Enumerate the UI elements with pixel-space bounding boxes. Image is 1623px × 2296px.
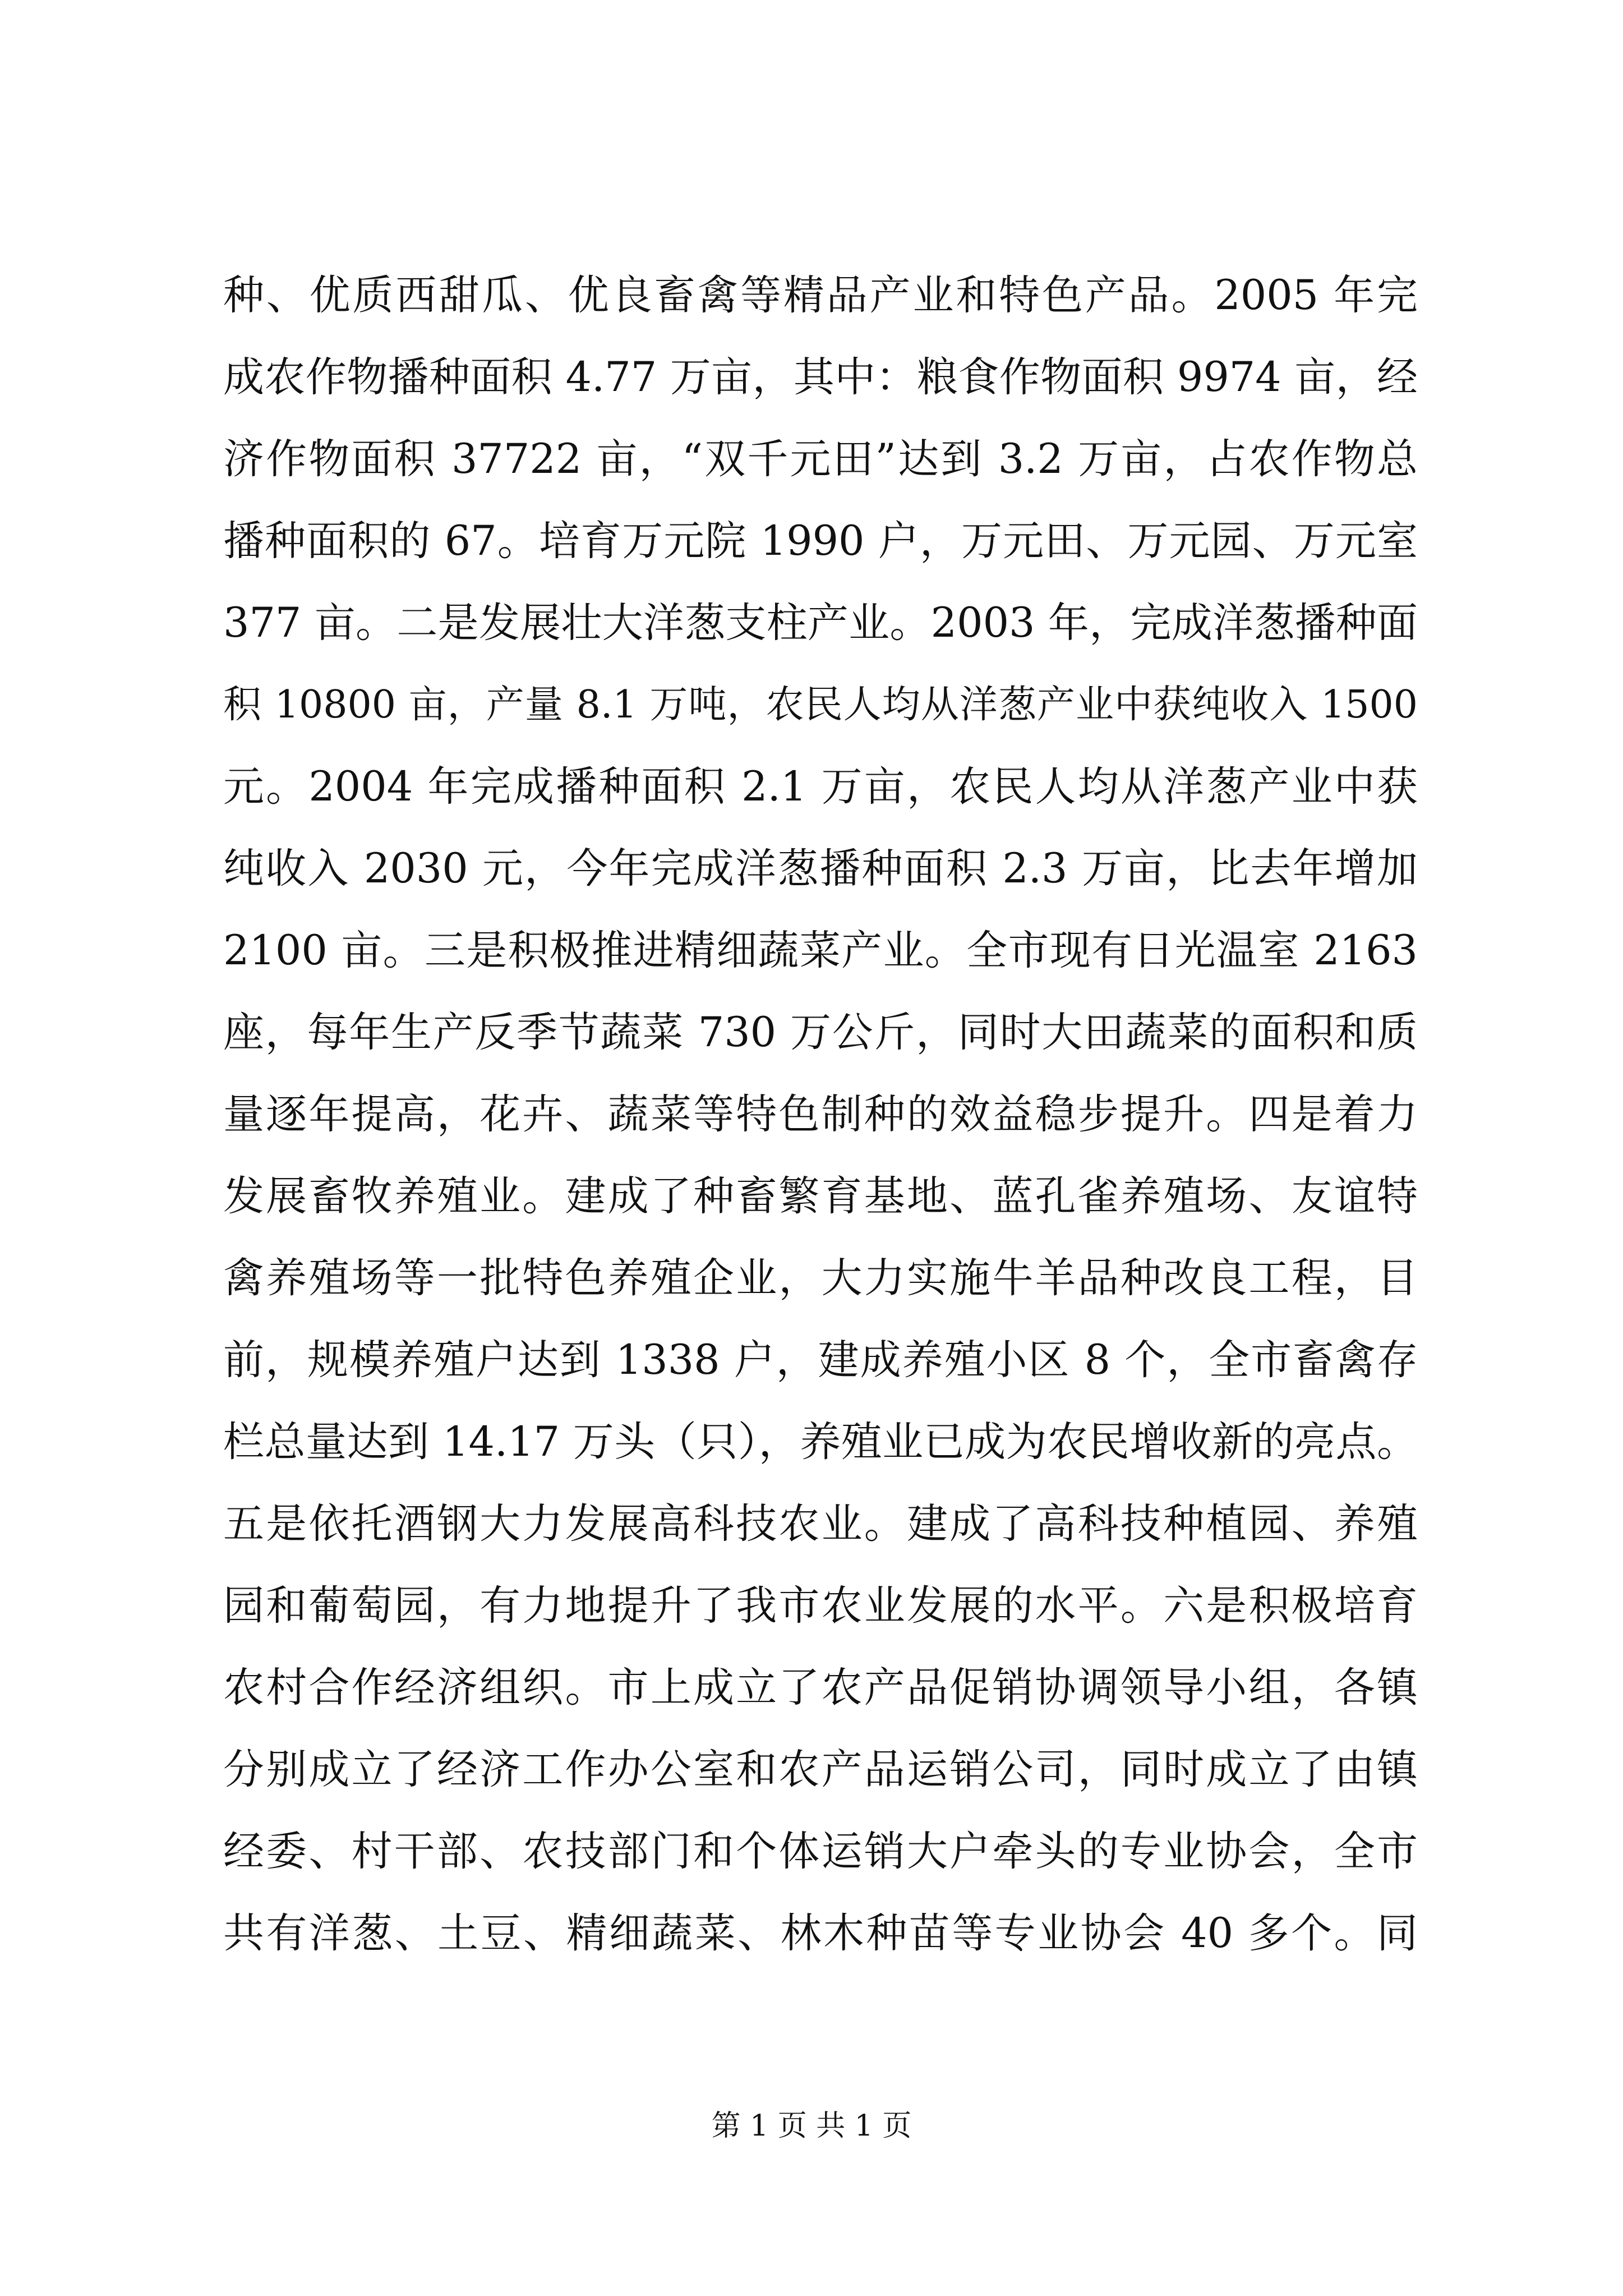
text-line: 济作物面积 37722 亩，“双千元田”达到 3.2 万亩，占农作物总 bbox=[223, 435, 1418, 483]
body-paragraph bbox=[223, 255, 1418, 1975]
text-line: 栏总量达到 14.17 万头（只），养殖业已成为农民增收新的亮点。 bbox=[223, 1418, 1418, 1466]
text-line: 377 亩。二是发展壮大洋葱支柱产业。2003 年，完成洋葱播种面 bbox=[223, 599, 1418, 647]
text-line: 积 10800 亩，产量 8.1 万吨，农民人均从洋葱产业中获纯收入 1500 bbox=[223, 683, 1418, 727]
page-number-label: 第 1 页 共 1 页 bbox=[711, 2109, 912, 2143]
text-line: 2100 亩。三是积极推进精细蔬菜产业。全市现有日光温室 2163 bbox=[223, 927, 1418, 974]
text-line: 元。2004 年完成播种面积 2.1 万亩，农民人均从洋葱产业中获 bbox=[223, 763, 1418, 811]
page-footer bbox=[0, 2106, 1623, 2146]
text-line: 五是依托酒钢大力发展高科技农业。建成了高科技种植园、养殖 bbox=[223, 1500, 1418, 1548]
text-line: 分别成立了经济工作办公室和农产品运销公司，同时成立了由镇 bbox=[223, 1746, 1418, 1793]
text-line: 前，规模养殖户达到 1338 户，建成养殖小区 8 个，全市畜禽存 bbox=[223, 1336, 1418, 1384]
text-line: 播种面积的 67。培育万元院 1990 户，万元田、万元园、万元室 bbox=[223, 517, 1418, 565]
text-line: 成农作物播种面积 4.77 万亩，其中：粮食作物面积 9974 亩，经 bbox=[223, 353, 1418, 401]
text-line: 纯收入 2030 元，今年完成洋葱播种面积 2.3 万亩，比去年增加 bbox=[223, 845, 1418, 892]
text-line: 量逐年提高，花卉、蔬菜等特色制种的效益稳步提升。四是着力 bbox=[223, 1091, 1418, 1138]
text-line: 发展畜牧养殖业。建成了种畜繁育基地、蓝孔雀养殖场、友谊特 bbox=[223, 1172, 1418, 1220]
text-line: 农村合作经济组织。市上成立了农产品促销协调领导小组，各镇 bbox=[223, 1664, 1418, 1711]
text-line: 种、优质西甜瓜、优良畜禽等精品产业和特色产品。2005 年完 bbox=[223, 272, 1418, 319]
text-line: 座，每年生产反季节蔬菜 730 万公斤，同时大田蔬菜的面积和质 bbox=[223, 1009, 1418, 1056]
text-line: 禽养殖场等一批特色养殖企业，大力实施牛羊品种改良工程，目 bbox=[223, 1254, 1418, 1302]
text-line: 共有洋葱、土豆、精细蔬菜、林木种苗等专业协会 40 多个。同 bbox=[223, 1910, 1418, 1957]
text-line: 园和葡萄园，有力地提升了我市农业发展的水平。六是积极培育 bbox=[223, 1582, 1418, 1630]
text-line: 经委、村干部、农技部门和个体运销大户牵头的专业协会，全市 bbox=[223, 1828, 1418, 1875]
